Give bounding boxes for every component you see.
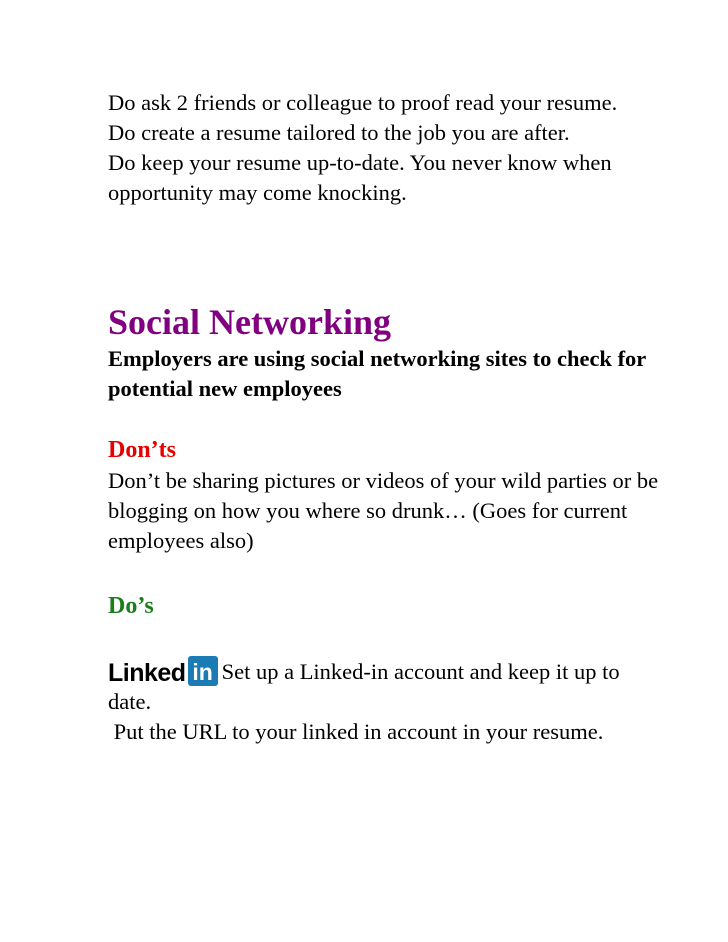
linkedin-logo-word: Linked xyxy=(108,659,186,687)
intro-line-3: Do keep your resume up-to-date. You never know when opportunity may come knocking. xyxy=(108,150,612,205)
document-page xyxy=(108,88,668,747)
section-title-social-networking: Social Networking xyxy=(108,302,391,342)
intro-line-1: Do ask 2 friends or colleague to proof read your resume. xyxy=(108,90,618,115)
spacer xyxy=(108,622,668,656)
intro-line-2: Do create a resume tailored to the job you are after. xyxy=(108,120,570,145)
linkedin-paragraph xyxy=(108,656,668,717)
dos-heading: Do’s xyxy=(108,593,154,619)
linkedin-logo-icon xyxy=(108,656,218,686)
spacer xyxy=(108,208,668,300)
social-subtitle: Employers are using social networking sites to check for potential new employees xyxy=(108,346,646,401)
donts-text: Don’t be sharing pictures or videos of your wild parties or be blogging on how you where so drunk… (Goes for current employees also) xyxy=(108,468,659,553)
spacer xyxy=(108,404,668,434)
linkedin-url-text: Put the URL to your linked in account in your resume. xyxy=(108,719,604,744)
linkedin-logo-box: in xyxy=(188,656,218,686)
donts-heading: Don’ts xyxy=(108,437,177,463)
spacer xyxy=(108,556,668,590)
linkedin-text: Set up a Linked-in account and keep it up to date. xyxy=(108,659,620,714)
